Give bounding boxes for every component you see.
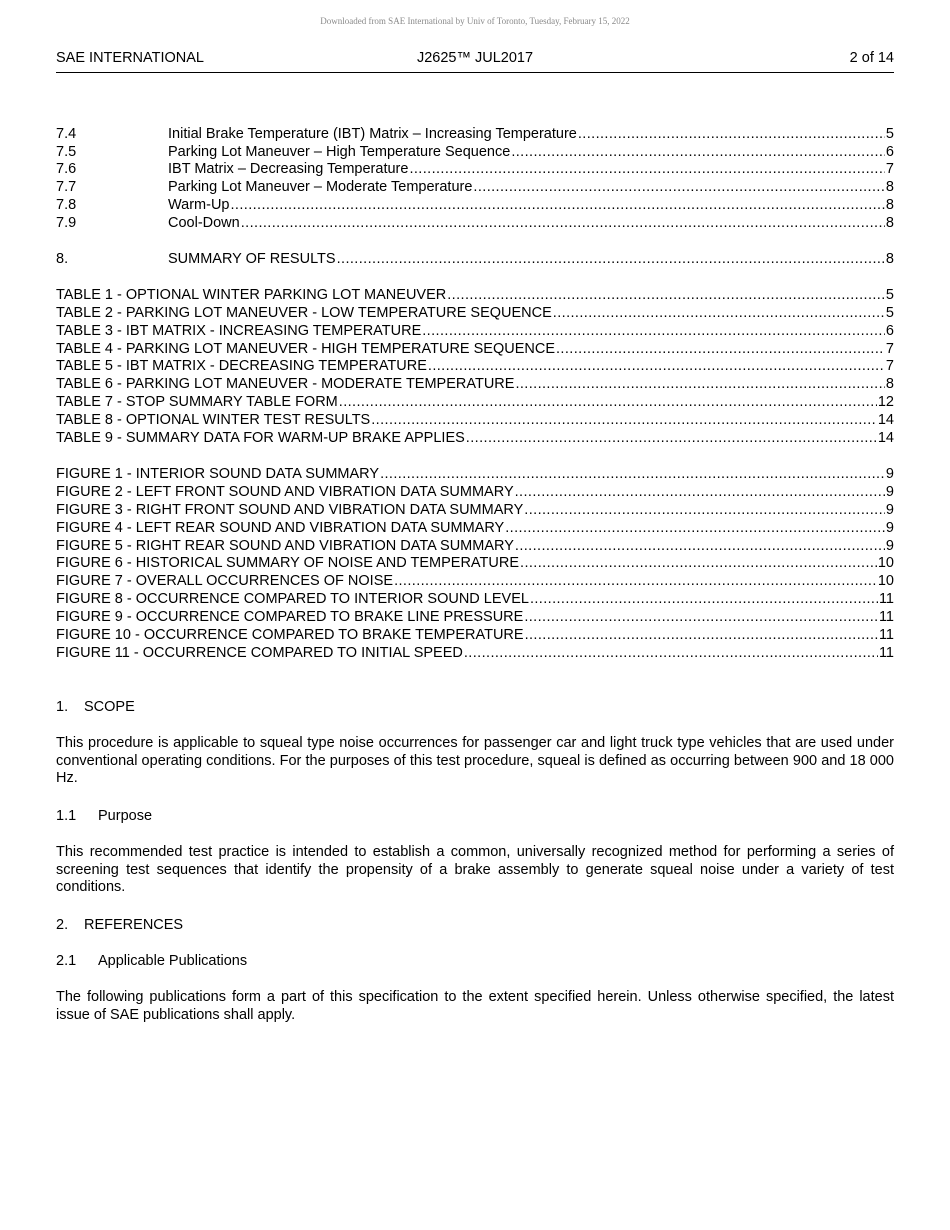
toc-leader-dots bbox=[380, 465, 885, 483]
toc-entry-title: FIGURE 9 - OCCURRENCE COMPARED TO BRAKE LINE PRESSURE bbox=[56, 609, 524, 625]
toc-leader-dots bbox=[409, 160, 884, 178]
toc-entry[interactable] bbox=[56, 250, 894, 268]
toc-table-entry[interactable] bbox=[56, 322, 894, 340]
toc-entry-title: TABLE 3 - IBT MATRIX - INCREASING TEMPERATURE bbox=[56, 323, 422, 339]
toc-entry-title: FIGURE 5 - RIGHT REAR SOUND AND VIBRATION DATA SUMMARY bbox=[56, 538, 514, 554]
section-number: 2.1 bbox=[56, 953, 77, 969]
toc-figure-entry[interactable] bbox=[56, 465, 894, 483]
toc-entry-title: TABLE 4 - PARKING LOT MANEUVER - HIGH TEMPERATURE SEQUENCE bbox=[56, 341, 555, 357]
toc-entry-title: Parking Lot Maneuver – High Temperature Sequence bbox=[168, 144, 511, 160]
toc-leader-dots bbox=[464, 644, 878, 662]
toc-leader-dots bbox=[524, 501, 885, 519]
toc-entry-page: 6 bbox=[885, 323, 894, 339]
toc-leader-dots bbox=[511, 143, 885, 161]
toc-entry-page: 9 bbox=[885, 466, 894, 482]
purpose-paragraph: This recommended test practice is intended to establish a common, universally recognized method for performing a series of screening test sequences that identify the propensity of a brake assembly to generate squeal noise under a variety of test conditions. bbox=[56, 844, 894, 895]
toc-entry-title: Parking Lot Maneuver – Moderate Temperature bbox=[168, 179, 473, 195]
toc-leader-dots bbox=[556, 340, 885, 358]
toc-entry-page: 8 bbox=[885, 376, 894, 392]
publications-paragraph: The following publications form a part of this specification to the extent specified herein. Unless otherwise specified, the latest issue of SAE publications shall apply. bbox=[56, 989, 894, 1023]
toc-leader-dots bbox=[428, 357, 885, 375]
toc-figure-entry[interactable] bbox=[56, 590, 894, 608]
toc-entry-number: 8. bbox=[56, 251, 69, 267]
section-title: Applicable Publications bbox=[98, 953, 248, 969]
toc-leader-dots bbox=[520, 554, 877, 572]
section-heading-purpose bbox=[56, 807, 152, 825]
toc-leader-dots bbox=[515, 537, 885, 555]
section-title: Purpose bbox=[98, 808, 153, 824]
toc-entry-page: 8 bbox=[885, 215, 894, 231]
toc-entry-page: 10 bbox=[877, 555, 894, 571]
toc-entry-title: FIGURE 10 - OCCURRENCE COMPARED TO BRAKE TEMPERATURE bbox=[56, 627, 524, 643]
section-heading-scope bbox=[56, 698, 135, 716]
toc-entry-number: 7.7 bbox=[56, 179, 77, 195]
toc-figure-entry[interactable] bbox=[56, 519, 894, 537]
toc-entry[interactable] bbox=[56, 125, 894, 143]
download-watermark: Downloaded from SAE International by Univ of Toronto, Tuesday, February 15, 2022 bbox=[320, 16, 630, 26]
section-title: SCOPE bbox=[84, 699, 135, 715]
toc-table-entry[interactable] bbox=[56, 393, 894, 411]
toc-entry-title: TABLE 6 - PARKING LOT MANEUVER - MODERATE TEMPERATURE bbox=[56, 376, 515, 392]
toc-table-entry[interactable] bbox=[56, 429, 894, 447]
toc-leader-dots bbox=[515, 375, 884, 393]
toc-entry-number: 7.5 bbox=[56, 144, 77, 160]
toc-entry-page: 11 bbox=[878, 609, 894, 625]
toc-figure-entry[interactable] bbox=[56, 572, 894, 590]
toc-entry-page: 9 bbox=[885, 502, 894, 518]
toc-figure-entry[interactable] bbox=[56, 537, 894, 555]
toc-entry-number: 7.4 bbox=[56, 126, 77, 142]
toc-entry-title: TABLE 5 - IBT MATRIX - DECREASING TEMPERATURE bbox=[56, 358, 427, 374]
toc-leader-dots bbox=[241, 214, 885, 232]
section-heading-references bbox=[56, 916, 183, 934]
page-header bbox=[56, 50, 894, 73]
toc-entry-title: Warm-Up bbox=[168, 197, 230, 213]
section-number: 2. bbox=[56, 917, 69, 933]
toc-entry-page: 8 bbox=[885, 197, 894, 213]
toc-entry-title: TABLE 1 - OPTIONAL WINTER PARKING LOT MANEUVER bbox=[56, 287, 447, 303]
section-heading-applicable-publications bbox=[56, 952, 247, 970]
toc-entry-page: 9 bbox=[885, 520, 894, 536]
toc-entry-page: 5 bbox=[885, 287, 894, 303]
toc-entry[interactable] bbox=[56, 196, 894, 214]
toc-leader-dots bbox=[524, 608, 878, 626]
toc-leader-dots bbox=[525, 626, 878, 644]
toc-figure-entry[interactable] bbox=[56, 501, 894, 519]
toc-entry-number: 7.9 bbox=[56, 215, 77, 231]
section-number: 1. bbox=[56, 699, 69, 715]
toc-entry-number: 7.8 bbox=[56, 197, 77, 213]
toc-leader-dots bbox=[339, 393, 877, 411]
toc-entry-page: 6 bbox=[885, 144, 894, 160]
toc-figure-entry[interactable] bbox=[56, 626, 894, 644]
toc-entry-title: Cool-Down bbox=[168, 215, 240, 231]
toc-figure-entry[interactable] bbox=[56, 608, 894, 626]
toc-entry-page: 11 bbox=[878, 591, 894, 607]
toc-entry-page: 12 bbox=[877, 394, 894, 410]
toc-leader-dots bbox=[553, 304, 885, 322]
header-doc-id: J2625™ JUL2017 bbox=[416, 50, 534, 66]
toc-entry-title: FIGURE 7 - OVERALL OCCURRENCES OF NOISE bbox=[56, 573, 394, 589]
toc-entry-title: TABLE 8 - OPTIONAL WINTER TEST RESULTS bbox=[56, 412, 371, 428]
scope-paragraph: This procedure is applicable to squeal type noise occurrences for passenger car and light truck type vehicles that are used under conventional operating conditions. For the purposes of this test procedure, squeal is defined as occurring between 900 and 18 000 Hz. bbox=[56, 735, 894, 786]
toc-entry-page: 7 bbox=[885, 341, 894, 357]
header-page-number: 2 of 14 bbox=[849, 50, 894, 66]
toc-leader-dots bbox=[422, 322, 885, 340]
toc-entry-title: FIGURE 6 - HISTORICAL SUMMARY OF NOISE AND TEMPERATURE bbox=[56, 555, 520, 571]
toc-entry[interactable] bbox=[56, 178, 894, 196]
toc-table-entry[interactable] bbox=[56, 340, 894, 358]
toc-leader-dots bbox=[473, 178, 885, 196]
toc-entry-title: SUMMARY OF RESULTS bbox=[168, 251, 336, 267]
section-number: 1.1 bbox=[56, 808, 77, 824]
toc-leader-dots bbox=[371, 411, 877, 429]
toc-entry-page: 11 bbox=[878, 627, 894, 643]
toc-table-entry[interactable] bbox=[56, 304, 894, 322]
toc-entry[interactable] bbox=[56, 214, 894, 232]
toc-entry-title: FIGURE 2 - LEFT FRONT SOUND AND VIBRATION DATA SUMMARY bbox=[56, 484, 514, 500]
toc-entry-page: 9 bbox=[885, 538, 894, 554]
toc-entry-page: 7 bbox=[885, 358, 894, 374]
toc-entry-page: 5 bbox=[885, 305, 894, 321]
toc-entry-page: 10 bbox=[877, 573, 894, 589]
toc-entry-page: 8 bbox=[885, 251, 894, 267]
toc-leader-dots bbox=[515, 483, 885, 501]
toc-leader-dots bbox=[505, 519, 885, 537]
toc-leader-dots bbox=[230, 196, 884, 214]
toc-entry[interactable] bbox=[56, 160, 894, 178]
toc-entry-page: 5 bbox=[885, 126, 894, 142]
toc-entry-page: 11 bbox=[878, 645, 894, 661]
toc-leader-dots bbox=[447, 286, 885, 304]
toc-figure-entry[interactable] bbox=[56, 554, 894, 572]
toc-leader-dots bbox=[394, 572, 877, 590]
section-title: REFERENCES bbox=[84, 917, 184, 933]
toc-entry-title: FIGURE 4 - LEFT REAR SOUND AND VIBRATION DATA SUMMARY bbox=[56, 520, 505, 536]
toc-table-entry[interactable] bbox=[56, 286, 894, 304]
toc-entry-title: FIGURE 1 - INTERIOR SOUND DATA SUMMARY bbox=[56, 466, 380, 482]
toc-entry-title: FIGURE 8 - OCCURRENCE COMPARED TO INTERIOR SOUND LEVEL bbox=[56, 591, 529, 607]
toc-leader-dots bbox=[578, 125, 885, 143]
toc-entry-page: 14 bbox=[877, 412, 894, 428]
toc-leader-dots bbox=[466, 429, 877, 447]
toc-table-entry[interactable] bbox=[56, 411, 894, 429]
toc-entry-title: Initial Brake Temperature (IBT) Matrix – Increasing Temperature bbox=[168, 126, 577, 142]
toc-leader-dots bbox=[337, 250, 885, 268]
toc-entry-title: TABLE 9 - SUMMARY DATA FOR WARM-UP BRAKE APPLIES bbox=[56, 430, 465, 446]
toc-table-entry[interactable] bbox=[56, 375, 894, 393]
toc-entry-page: 7 bbox=[885, 161, 894, 177]
toc-figure-entry[interactable] bbox=[56, 644, 894, 662]
toc-entry-page: 8 bbox=[885, 179, 894, 195]
toc-entry-title: TABLE 7 - STOP SUMMARY TABLE FORM bbox=[56, 394, 338, 410]
toc-entry-title: FIGURE 11 - OCCURRENCE COMPARED TO INITIAL SPEED bbox=[56, 645, 463, 661]
header-org: SAE INTERNATIONAL bbox=[56, 50, 204, 66]
toc-entry[interactable] bbox=[56, 143, 894, 161]
toc-entry-title: TABLE 2 - PARKING LOT MANEUVER - LOW TEMPERATURE SEQUENCE bbox=[56, 305, 552, 321]
toc-entry-title: FIGURE 3 - RIGHT FRONT SOUND AND VIBRATION DATA SUMMARY bbox=[56, 502, 524, 518]
toc-entry-page: 14 bbox=[877, 430, 894, 446]
toc-entry-title: IBT Matrix – Decreasing Temperature bbox=[168, 161, 409, 177]
toc-table-entry[interactable] bbox=[56, 357, 894, 375]
toc-figure-entry[interactable] bbox=[56, 483, 894, 501]
toc-entry-page: 9 bbox=[885, 484, 894, 500]
toc-leader-dots bbox=[530, 590, 878, 608]
toc-entry-number: 7.6 bbox=[56, 161, 77, 177]
